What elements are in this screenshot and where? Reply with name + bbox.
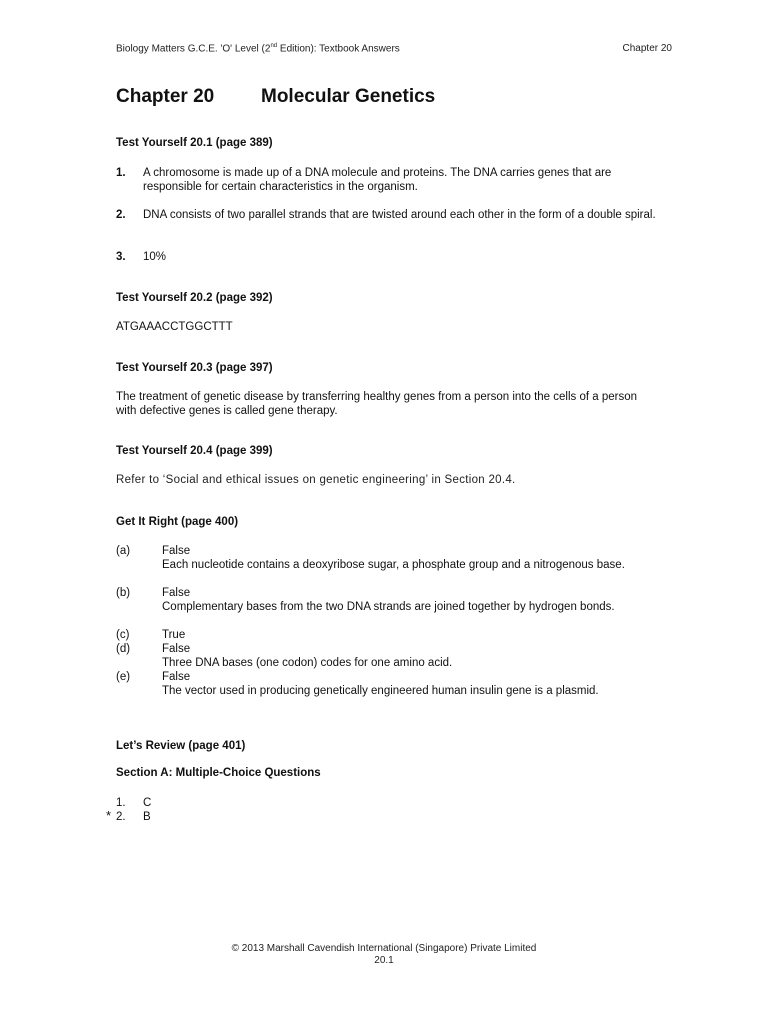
running-header-right: Chapter 20: [622, 43, 672, 54]
section-heading-test-20-2: Test Yourself 20.2 (page 392): [116, 292, 273, 304]
item-answer: B: [143, 811, 151, 823]
section-heading-test-20-1: Test Yourself 20.1 (page 389): [116, 137, 273, 149]
chapter-number: Chapter 20: [116, 86, 215, 107]
section-heading-multiple-choice: Section A: Multiple-Choice Questions: [116, 767, 321, 779]
chapter-title: Molecular Genetics: [261, 86, 436, 107]
chapter-heading: [116, 86, 435, 108]
list-item: [116, 642, 656, 670]
list-item: [116, 208, 656, 222]
list-item: [116, 586, 656, 614]
item-label: (c): [116, 629, 130, 641]
item-note: Complementary bases from the two DNA strands are joined together by hydrogen bonds.: [162, 601, 615, 613]
item-verdict: False: [162, 643, 191, 655]
header-title-pre: Biology Matters G.C.E. 'O' Level (2: [116, 43, 271, 55]
item-text: DNA consists of two parallel strands that are twisted around each other in the form of a double spiral.: [143, 209, 656, 221]
item-verdict: False: [162, 671, 191, 683]
item-label: (b): [116, 587, 131, 599]
item-number: 2.: [116, 811, 126, 823]
asterisk-mark: *: [106, 808, 112, 823]
header-title-sup: nd: [270, 43, 278, 49]
running-header-left: [116, 43, 400, 54]
item-verdict: False: [162, 587, 191, 599]
reference-answer: Refer to ‘Social and ethical issues on genetic engineering’ in Section 20.4.: [116, 474, 516, 486]
item-note: Three DNA bases (one codon) codes for one amino acid.: [162, 657, 453, 669]
section-heading-get-it-right: Get It Right (page 400): [116, 516, 239, 528]
page-number: 20.1: [374, 955, 394, 966]
item-note: Each nucleotide contains a deoxyribose sugar, a phosphate group and a nitrogenous base.: [162, 559, 625, 571]
dna-sequence-answer: ATGAAACCTGGCTTT: [116, 321, 233, 333]
list-item: [116, 670, 656, 698]
gene-therapy-answer: The treatment of genetic disease by transferring healthy genes from a person into the cells of a person with defective genes is called gene therapy.: [116, 391, 637, 417]
list-item: [116, 810, 151, 824]
copyright-footer: © 2013 Marshall Cavendish International (Singapore) Private Limited: [231, 943, 537, 954]
item-number: 1.: [116, 797, 126, 809]
item-number: 1.: [116, 167, 126, 179]
header-title-post: Edition): Textbook Answers: [277, 43, 400, 55]
item-label: (e): [116, 671, 131, 683]
item-text: 10%: [143, 251, 167, 263]
list-item: [116, 250, 656, 264]
list-item: [116, 628, 656, 642]
section-heading-test-20-3: Test Yourself 20.3 (page 397): [116, 362, 273, 374]
item-text: A chromosome is made up of a DNA molecule and proteins. The DNA carries genes that are responsible for certain characteristics in the organism.: [143, 167, 612, 193]
list-item: [116, 796, 151, 810]
list-item: [116, 544, 656, 572]
list-item: [116, 166, 656, 194]
item-verdict: True: [162, 629, 186, 641]
item-verdict: False: [162, 545, 191, 557]
item-note: The vector used in producing genetically engineered human insulin gene is a plasmid.: [162, 685, 599, 697]
item-answer: C: [143, 797, 152, 809]
item-label: (a): [116, 545, 131, 557]
item-number: 3.: [116, 251, 126, 263]
section-heading-lets-review: Let’s Review (page 401): [116, 740, 246, 752]
section-heading-test-20-4: Test Yourself 20.4 (page 399): [116, 445, 273, 457]
item-label: (d): [116, 643, 131, 655]
item-number: 2.: [116, 209, 126, 221]
